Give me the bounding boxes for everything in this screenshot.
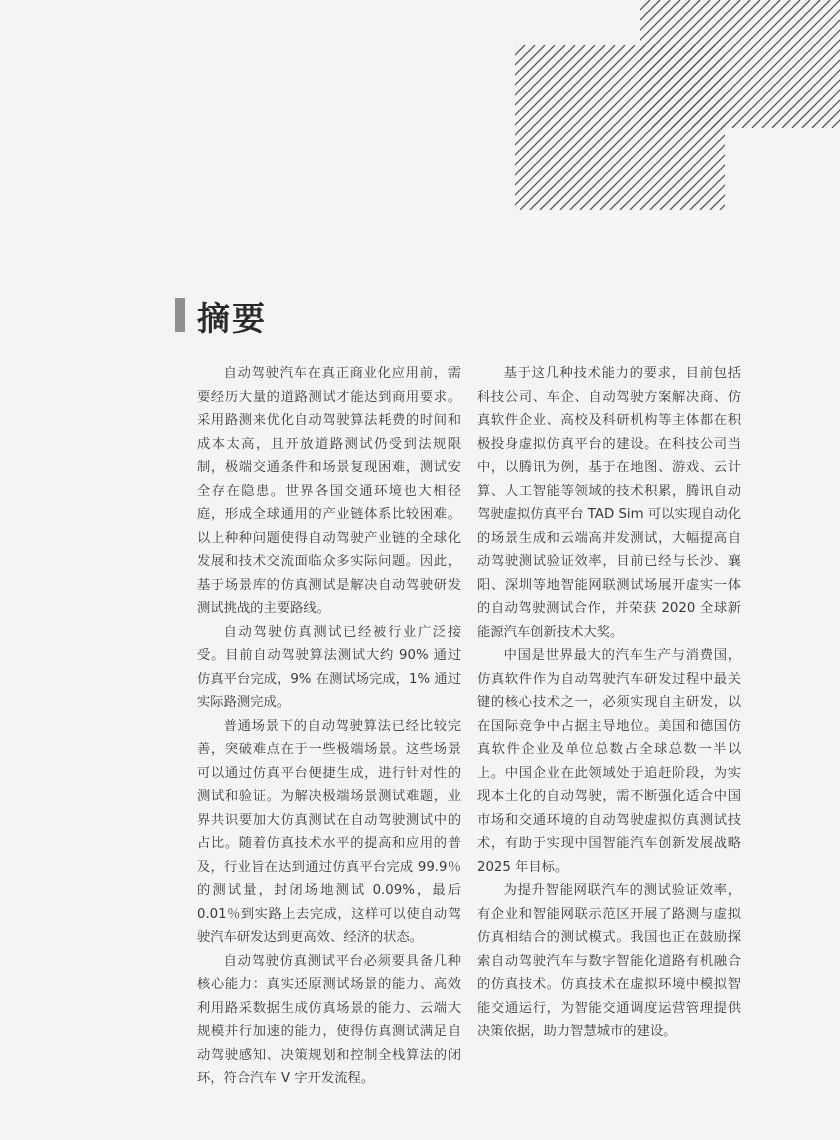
decorative-stripe (410, 45, 575, 210)
text-column-left (197, 362, 461, 1091)
decorative-stripe (430, 45, 595, 210)
page-title: 摘要 (197, 299, 267, 338)
paragraph: 为提升智能网联汽车的测试验证效率，有企业和智能网联示范区开展了路测与虚拟仿真相结合的测试模式。我国也正在鼓励探索自动驾驶汽车与数字智能化道路有机融合的仿真技术。仿真技术在虚拟环境中模拟智能交通运行，为智能交通调度运营管理提供决策依据，助力智慧城市的建设。 (477, 883, 741, 1039)
paragraph: 自动驾驶汽车在真正商业化应用前，需要经历大量的道路测试才能达到商用要求。采用路测来优化自动驾驶算法耗费的时间和成本太高，且开放道路测试仍受到法规限制，极端交通条件和场景复现困难，测试安全存在隐患。世界各国交通环境也大相径庭，形成全球通用的产业链体系比较困难。以上种种问题使得自动驾驶产业链的全球化发展和技术交流面临众多实际问题。因此，基于场景库的仿真测试是解决自动驾驶研发测试挑战的主要路线。 (197, 366, 461, 616)
decorative-stripe (730, 45, 840, 210)
decorative-stripe (420, 45, 585, 210)
diagonal-stripes-decoration (0, 0, 840, 220)
paragraph: 基于这几种技术能力的要求，目前包括科技公司、车企、自动驾驶方案解决商、仿真软件企业、高校及科研机构等主体都在积极投身虚拟仿真平台的建设。在科技公司当中，以腾讯为例，基于在地图、游戏、云计算、人工智能等领域的技术积累，腾讯自动驾驶虚拟仿真平台 TAD Sim 可以实现自动化的场景生成和云端高并发测试，大幅提高自动驾驶测试验证效率，目前已经与长沙、襄阳、深圳等地智能网联测试场展开虚实一体的自动驾驶测试合作，并荣获 2020 全球新能源汽车创新技术大奖。 (477, 366, 741, 640)
decorative-stripe (350, 45, 515, 210)
paragraph: 自动驾驶仿真测试已经被行业广泛接受。目前自动驾驶算法测试大约 90% 通过仿真平台完成，9% 在测试场完成，1% 通过实际路测完成。 (197, 624, 461, 710)
decorative-stripe (490, 45, 655, 210)
decorative-stripe (370, 45, 535, 210)
paragraph: 中国是世界最大的汽车生产与消费国，仿真软件作为自动驾驶汽车研发过程中最关键的核心技术之一，必须实现自主研发，以在国际竞争中占据主导地位。美国和德国仿真软件企业及单位总数占全球总数一半以上。中国企业在此领域处于追赶阶段，为实现本土化的自动驾驶，需不断强化适合中国市场和交通环境的自动驾驶虚拟仿真测试技术，有助于实现中国智能汽车创新发展战略 2025 年目标。 (477, 648, 741, 875)
paragraph: 自动驾驶仿真测试平台必须要具备几种核心能力：真实还原测试场景的能力、高效利用路采数据生成仿真场景的能力、云端大规模并行加速的能力，使得仿真测试满足自动驾驶感知、决策规划和控制全栈算法的闭环，符合汽车 V 字开发流程。 (197, 953, 461, 1086)
paragraph: 普通场景下的自动驾驶算法已经比较完善，突破难点在于一些极端场景。这些场景可以通过仿真平台便捷生成，进行针对性的测试和验证。为解决极端场景测试难题，业界共识要加大仿真测试在自动驾驶测试中的占比。随着仿真技术水平的提高和应用的普及，行业旨在达到通过仿真平台完成 99.9％的测试量，封闭场地测试 0.09%，最后 0.01％到实路上去完成，这样可以使自动驾驶汽车研发达到更高效、经济的状态。 (197, 718, 461, 945)
decorative-stripe (480, 45, 645, 210)
decorative-stripe (380, 45, 545, 210)
decorative-stripe (460, 45, 625, 210)
decorative-stripe (360, 45, 525, 210)
decorative-stripe (450, 45, 615, 210)
decorative-stripe (400, 45, 565, 210)
decorative-stripe (390, 45, 555, 210)
heading-accent-bar (175, 298, 185, 332)
text-column-right (477, 362, 741, 1044)
decorative-stripe (440, 45, 605, 210)
decorative-stripe (470, 45, 635, 210)
